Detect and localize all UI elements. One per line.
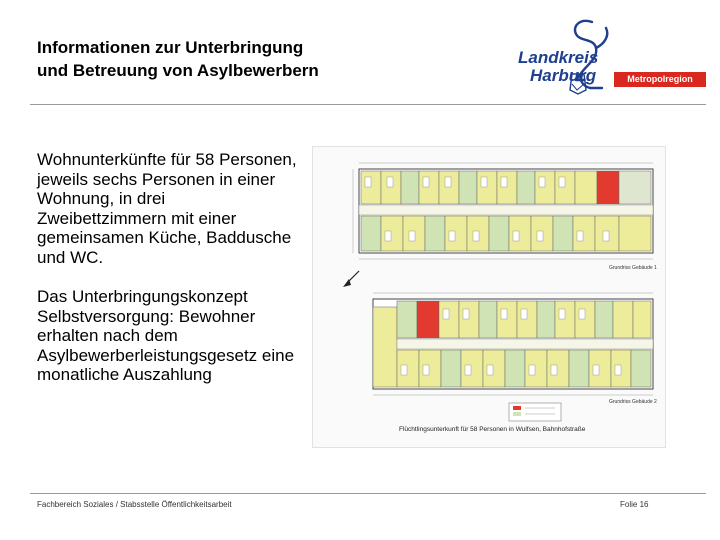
floor-plan-image <box>312 146 666 448</box>
slide-title <box>37 36 457 82</box>
paragraph-accommodation: Wohnunterkünfte für 58 Personen, jeweils sechs Personen in einer Wohnung, in drei Zweibettzimmern mit einer gemeinsamen Küche, Baddusche und WC. <box>37 150 297 267</box>
slide-body <box>37 150 299 405</box>
plan-legend <box>509 403 561 421</box>
metropolregion-badge: Metropolregion Hamburg <box>614 72 706 87</box>
floor-plan-drawing <box>313 147 665 447</box>
slide-title-line-2: und Betreuung von Asylbewerbern <box>37 61 319 80</box>
logo-text-landkreis: Landkreis <box>518 48 599 67</box>
landkreis-harburg-logo <box>510 14 710 99</box>
building-1-plan <box>353 163 657 271</box>
footer-department: Fachbereich Soziales / Stabsstelle Öffentlichkeitsarbeit <box>37 500 232 509</box>
header-divider <box>30 104 706 105</box>
paragraph-self-supply: Das Unterbringungskonzept Selbstversorgung: Bewohner erhalten nach dem Asylbewerberleistungsgesetz eine monatliche Auszahlung <box>37 287 295 384</box>
north-arrow-icon <box>343 271 359 287</box>
logo-text-harburg: Harburg <box>530 66 597 85</box>
slide-title-line-1: Informationen zur Unterbringung <box>37 38 304 57</box>
label-building-2: Grundriss Gebäude 2 <box>609 399 657 405</box>
building-2-plan <box>373 293 657 405</box>
label-building-1: Grundriss Gebäude 1 <box>609 265 657 271</box>
footer-divider <box>30 493 706 494</box>
plan-caption: Flüchtlingsunterkunft für 58 Personen in Wulfsen, Bahnhofstraße <box>399 426 586 433</box>
slide-number: Folie 16 <box>620 500 649 509</box>
